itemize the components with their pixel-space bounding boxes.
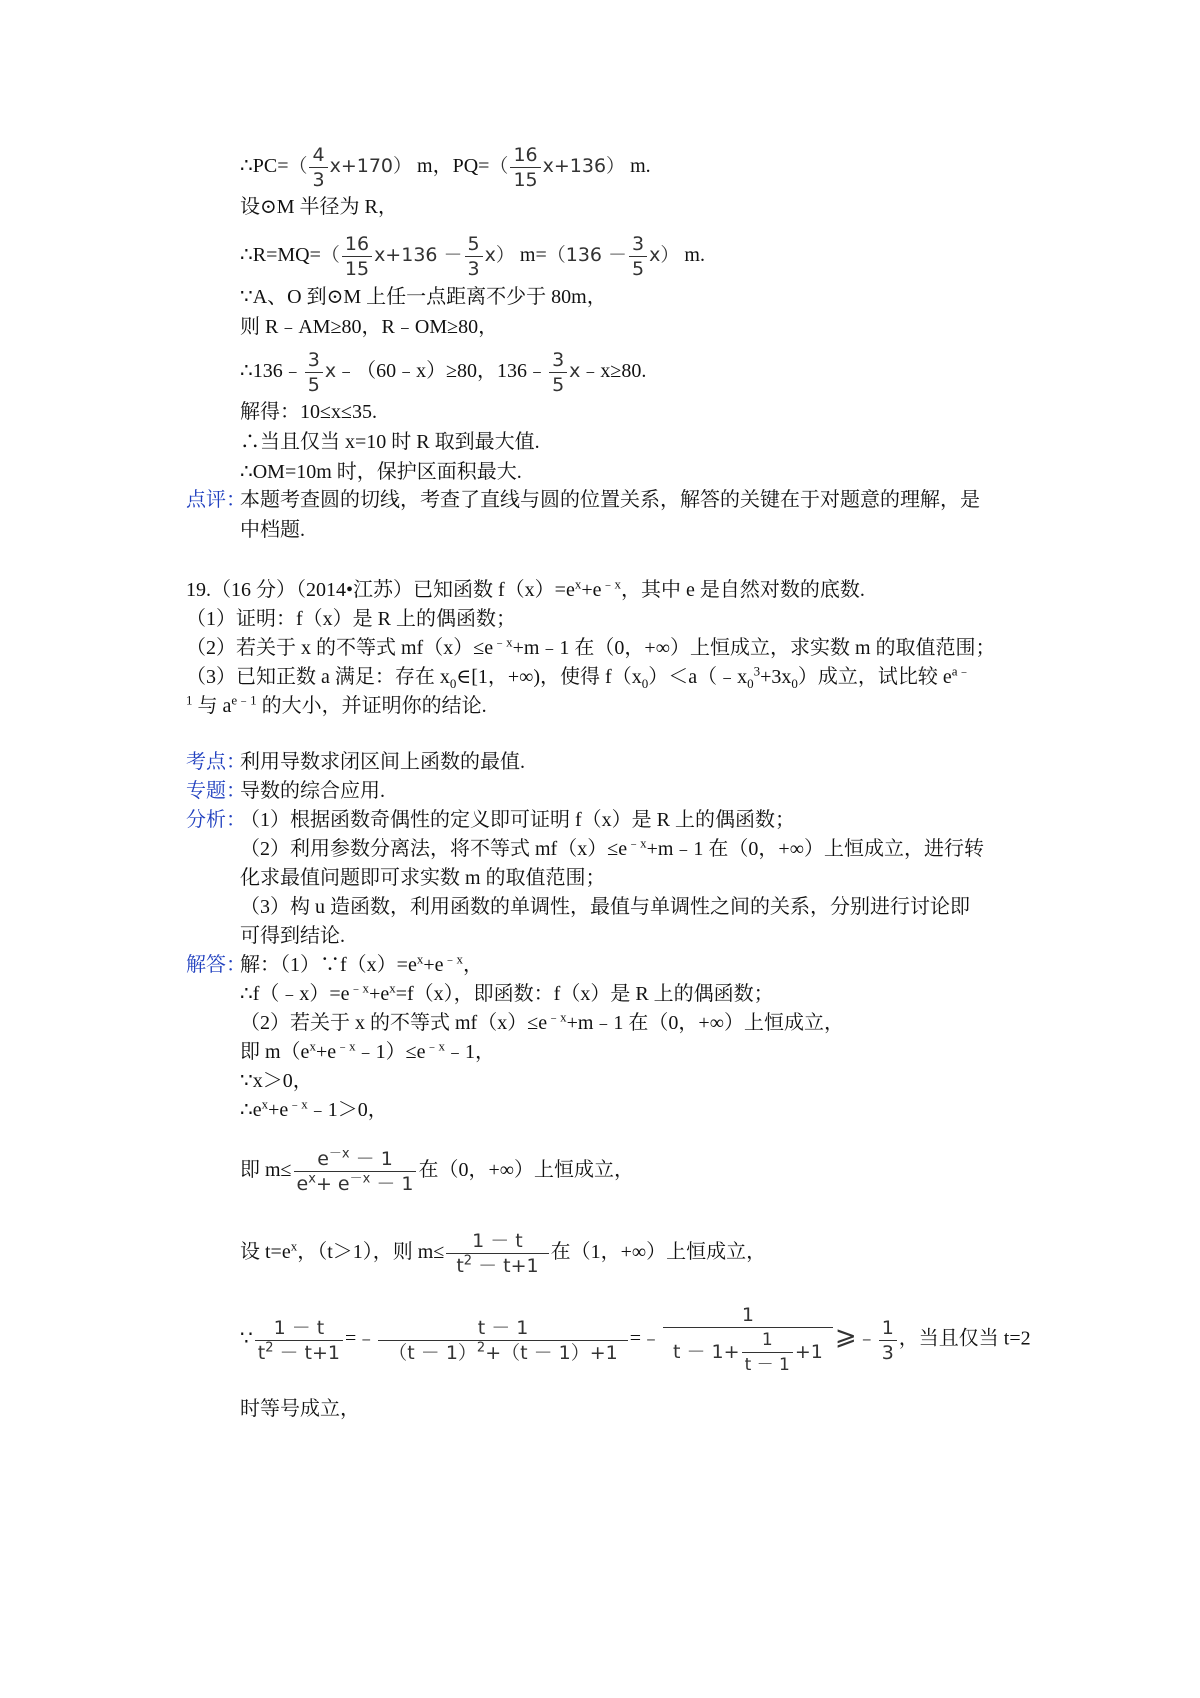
- fraction: $\frac{16}{15}$: [342, 232, 372, 281]
- answer-row-7: 即 m≤ $\frac{e^{-x} - 1}{e^x+ e^{-x} - 1}$ 在（0，+∞）上恒成立，: [240, 1146, 635, 1195]
- fraction: $\frac{e^{-x} - 1}{e^x+ e^{-x} - 1}$: [294, 1147, 417, 1196]
- answer-label: 解答：: [186, 954, 246, 976]
- problem-part-1: （1）证明：f（x）是 R 上的偶函数；: [186, 608, 516, 630]
- answer-row-10: 时等号成立，: [240, 1398, 360, 1420]
- fenxi-text-5: 可得到结论.: [240, 925, 345, 947]
- fenxi-text-1: （1）根据函数奇偶性的定义即可证明 f（x）是 R 上的偶函数；: [240, 809, 795, 831]
- fraction: 1 t － 1+ $\frac{1}{t - 1}$ +1: [663, 1303, 833, 1377]
- radius-def: 设⊙M 半径为 R，: [240, 196, 398, 218]
- problem-part-3: （3）已知正数 a 满足：存在 $x_0\in[1$，+∞)，使得 $f(x_0)<a(﹣x_0^3+3x_0)$成立，试比较 $e^{a﹣}$: [186, 663, 971, 691]
- answer-row-6: $\therefore e^x+e^{﹣x}﹣1>0$，: [240, 1096, 388, 1121]
- r-formula-line: ∴R=MQ=（ $\frac{16}{15}$ x+136 － $\frac{5}{3}$ x） m=（136 － $\frac{3}{5}$ x） m.: [240, 233, 705, 280]
- answer-row-4: 即 $m(e^x+e^{﹣x}﹣1)\le e^{﹣x}﹣1$，: [240, 1038, 495, 1063]
- fraction: $\frac{4}{3}$: [309, 143, 327, 192]
- fraction: $\frac{1 - t}{t^2 - t+1}$: [446, 1229, 548, 1278]
- answer-row-8: 设 $t=e^x$，（t＞1），则 m≤ $\frac{1 - t}{t^2 - t+1}$ 在（1，+∞）上恒成立，: [240, 1229, 767, 1277]
- because-ao: ∵A、O 到⊙M 上任一点距离不少于 80m，: [240, 286, 607, 308]
- fenxi-text-2: （2）利用参数分离法，将不等式 $mf(x)\le e^{﹣x}+m﹣1$ 在（0，+∞）上恒成立，进行转: [240, 835, 984, 860]
- ineq-line: ∴136﹣ $\frac{3}{5}$ x﹣（60﹣x）≥80，136﹣ $\frac{3}{5}$ x﹣x≥80.: [240, 349, 647, 396]
- problem-part-3-cont: $^1$ 与 $a^{e﹣1}$ 的大小，并证明你的结论.: [186, 692, 487, 717]
- fenxi-text-3: 化求最值问题即可求实数 m 的取值范围；: [240, 867, 606, 889]
- fraction: $\frac{1}{3}$: [879, 1316, 897, 1365]
- fraction: $\frac{5}{3}$: [465, 232, 483, 281]
- fraction: $\frac{16}{15}$: [510, 143, 540, 192]
- answer-row-5: ∵x＞0，: [240, 1070, 313, 1092]
- review-label: 点评：: [186, 489, 246, 511]
- fenxi-text-4: （3）构 u 造函数，利用函数的单调性，最值与单调性之间的关系，分别进行讨论即: [240, 896, 970, 918]
- om-line: ∴OM=10m 时，保护区面积最大.: [240, 461, 522, 483]
- fraction: $\frac{3}{5}$: [549, 348, 567, 397]
- answer-row-1: 解答： 解：$(1)\because f(x)=e^x+e^{﹣x}$，: [0, 948, 1200, 982]
- answer-row-2: $\therefore f(﹣x)=e^{﹣x}+e^x=f(x)$，即函数：f（x）是 R 上的偶函数；: [240, 980, 774, 1005]
- review-block: [0, 483, 1200, 517]
- review-text-2: 中档题.: [240, 519, 305, 541]
- solve-line: 解得：10≤x≤35.: [240, 401, 377, 423]
- max-at-line: ∴当且仅当 x=10 时 R 取到最大值.: [240, 431, 540, 453]
- fraction: $\frac{1 - t}{t^2 - t+1}$: [255, 1316, 343, 1365]
- geq-symbol: ⩾: [834, 1321, 857, 1352]
- review-text: 本题考查圆的切线，考查了直线与圆的位置关系，解答的关键在于对题意的理解，是: [240, 489, 980, 511]
- kaodian-text: 利用导数求闭区间上函数的最值.: [240, 751, 525, 773]
- fraction: $\frac{3}{5}$: [629, 232, 647, 281]
- fenxi-label: 分析：: [186, 809, 246, 831]
- zhuanti-text: 导数的综合应用.: [240, 780, 385, 802]
- fraction: $\frac{t - 1}{(t - 1)^2+(t - 1)+1}$: [378, 1316, 627, 1365]
- problem-part-2: （2）若关于 x 的不等式 $mf(x)\le e^{﹣x}+m﹣1$ 在（0，+∞）上恒成立，求实数 m 的取值范围；: [186, 634, 996, 659]
- then-ineq: 则 R﹣AM≥80，R﹣OM≥80，: [240, 316, 499, 338]
- fraction: $\frac{3}{5}$: [305, 348, 323, 397]
- kaodian-label: 考点：: [186, 751, 246, 773]
- answer-row-3: （2）若关于 x 的不等式 $mf(x)\le e^{﹣x}+m﹣1$ 在（0，+∞）上恒成立，: [240, 1009, 844, 1034]
- pc-pq-line: ∴PC=（ $\frac{4}{3}$ x+170） m，PQ=（ $\frac{16}{15}$ x+136） m.: [240, 144, 651, 191]
- zhuanti-label: 专题：: [186, 780, 246, 802]
- answer-row-9: ∵ $\frac{1 - t}{t^2 - t+1}$ =﹣ $\frac{t - 1}{(t - 1)^2+(t - 1)+1}$ =﹣ 1 t － 1+ $\frac{1}{t - 1}$ +1 ⩾﹣ $\frac{1}{3}$ ，当且仅当 t=2: [240, 1304, 1031, 1375]
- problem-stem: 19.（16 分）（2014•江苏）已知函数 $f(x)=e^x+e^{﹣x}$，其中 e 是自然对数的底数.: [186, 576, 865, 601]
